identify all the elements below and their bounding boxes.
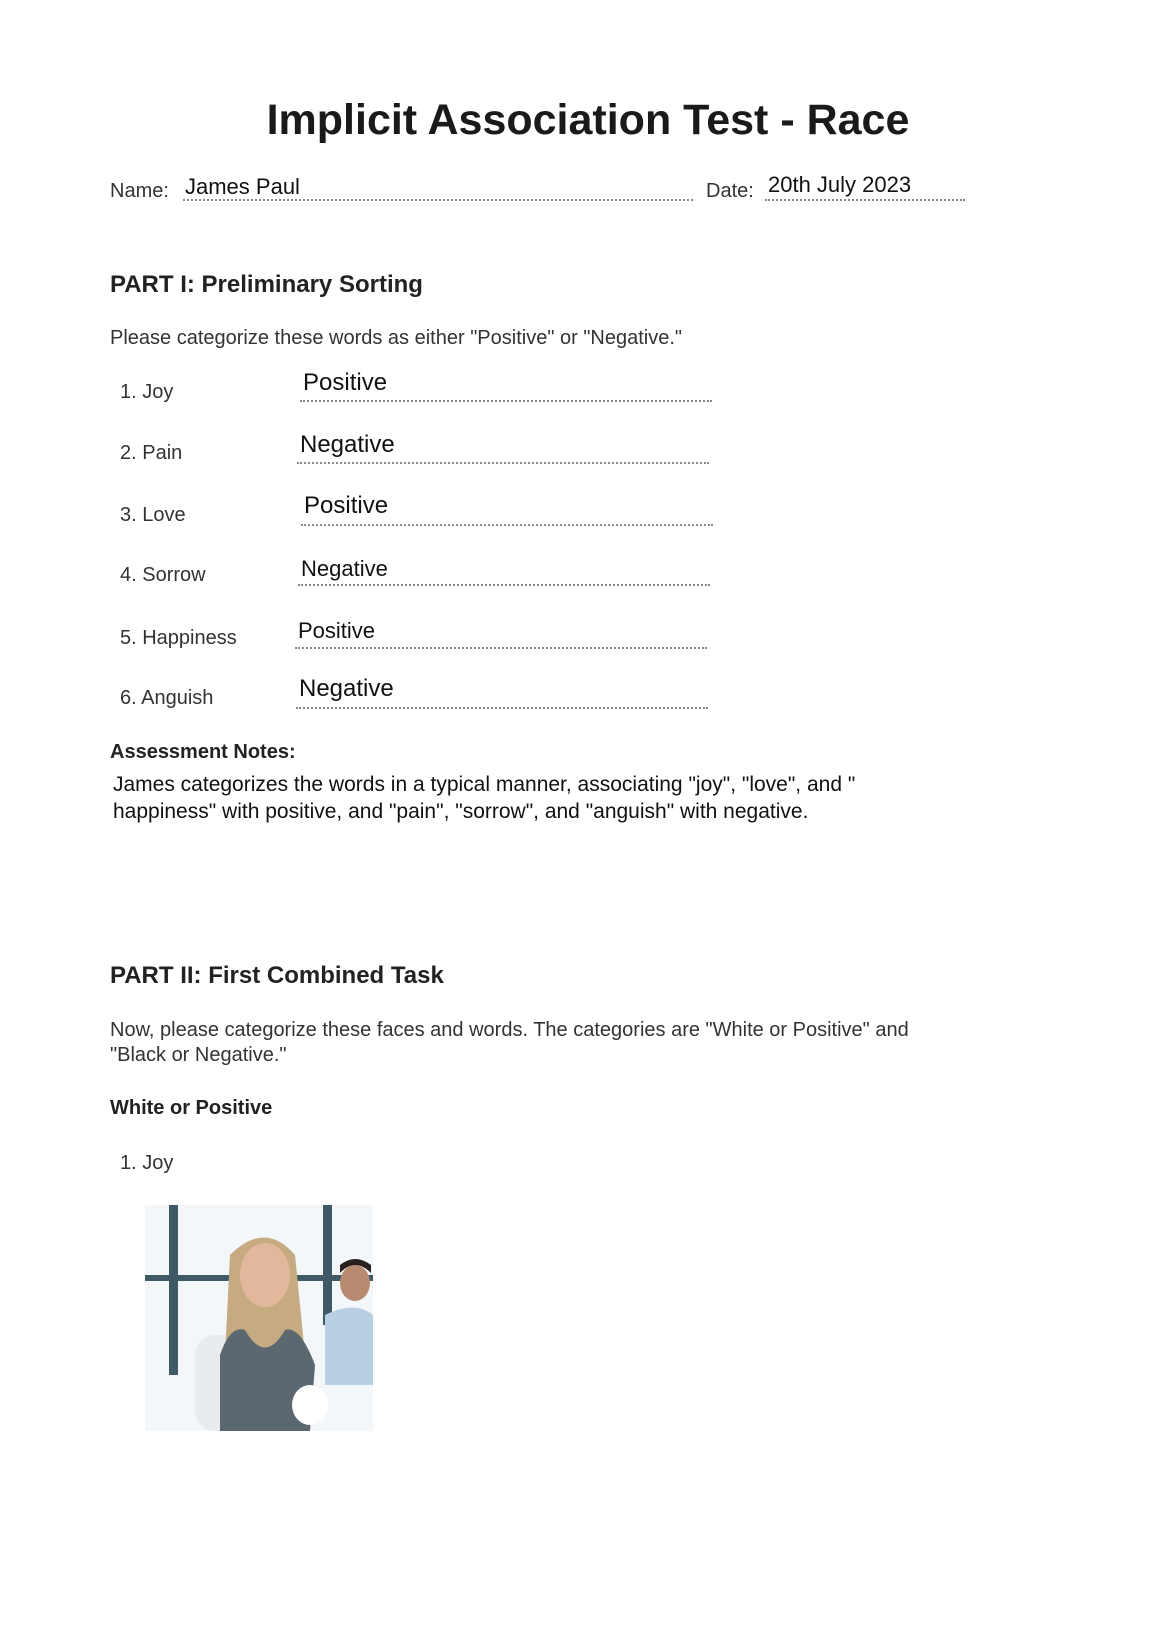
assessment-notes-line2: happiness" with positive, and "pain", "sorrow", and "anguish" with negative.	[113, 800, 809, 823]
list-item-label: 3. Love	[120, 504, 186, 526]
name-value[interactable]: James Paul	[185, 174, 300, 199]
part1-instructions: Please categorize these words as either "Positive" or "Negative."	[110, 327, 683, 349]
category-heading: White or Positive	[110, 1097, 273, 1119]
name-underline	[183, 199, 693, 201]
part1-heading: PART I: Preliminary Sorting	[110, 271, 423, 298]
list-item-label: 6. Anguish	[120, 687, 214, 709]
list-item-answer[interactable]: Negative	[299, 675, 394, 702]
list-item-answer[interactable]: Positive	[304, 492, 389, 519]
date-label: Date:	[706, 180, 754, 202]
assessment-notes-heading: Assessment Notes:	[110, 741, 296, 763]
face-photo	[145, 1205, 373, 1431]
answer-underline	[300, 400, 712, 402]
answer-underline	[295, 647, 707, 649]
date-value[interactable]: 20th July 2023	[768, 172, 912, 197]
answer-underline	[298, 584, 710, 586]
part2-instructions-line2: "Black or Negative."	[110, 1044, 287, 1066]
list-item-answer[interactable]: Negative	[301, 556, 388, 581]
assessment-notes-line1: James categorizes the words in a typical manner, associating "joy", "love", and "	[113, 773, 856, 796]
answer-underline	[296, 707, 708, 709]
list-item-label: 5. Happiness	[120, 627, 237, 649]
answer-underline	[301, 524, 713, 526]
part2-item-label: 1. Joy	[120, 1152, 174, 1174]
part2-instructions-line1: Now, please categorize these faces and words. The categories are "White or Positive" and	[110, 1019, 909, 1041]
list-item-answer[interactable]: Negative	[300, 431, 395, 458]
list-item-answer[interactable]: Positive	[298, 618, 376, 643]
list-item-answer[interactable]: Positive	[303, 369, 388, 396]
date-underline	[765, 199, 965, 201]
list-item-label: 1. Joy	[120, 381, 174, 403]
list-item-label: 2. Pain	[120, 442, 183, 464]
part2-heading: PART II: First Combined Task	[110, 962, 444, 989]
list-item-label: 4. Sorrow	[120, 564, 206, 586]
answer-underline	[297, 462, 709, 464]
name-label: Name:	[110, 180, 169, 202]
page-title: Implicit Association Test - Race	[266, 96, 910, 144]
